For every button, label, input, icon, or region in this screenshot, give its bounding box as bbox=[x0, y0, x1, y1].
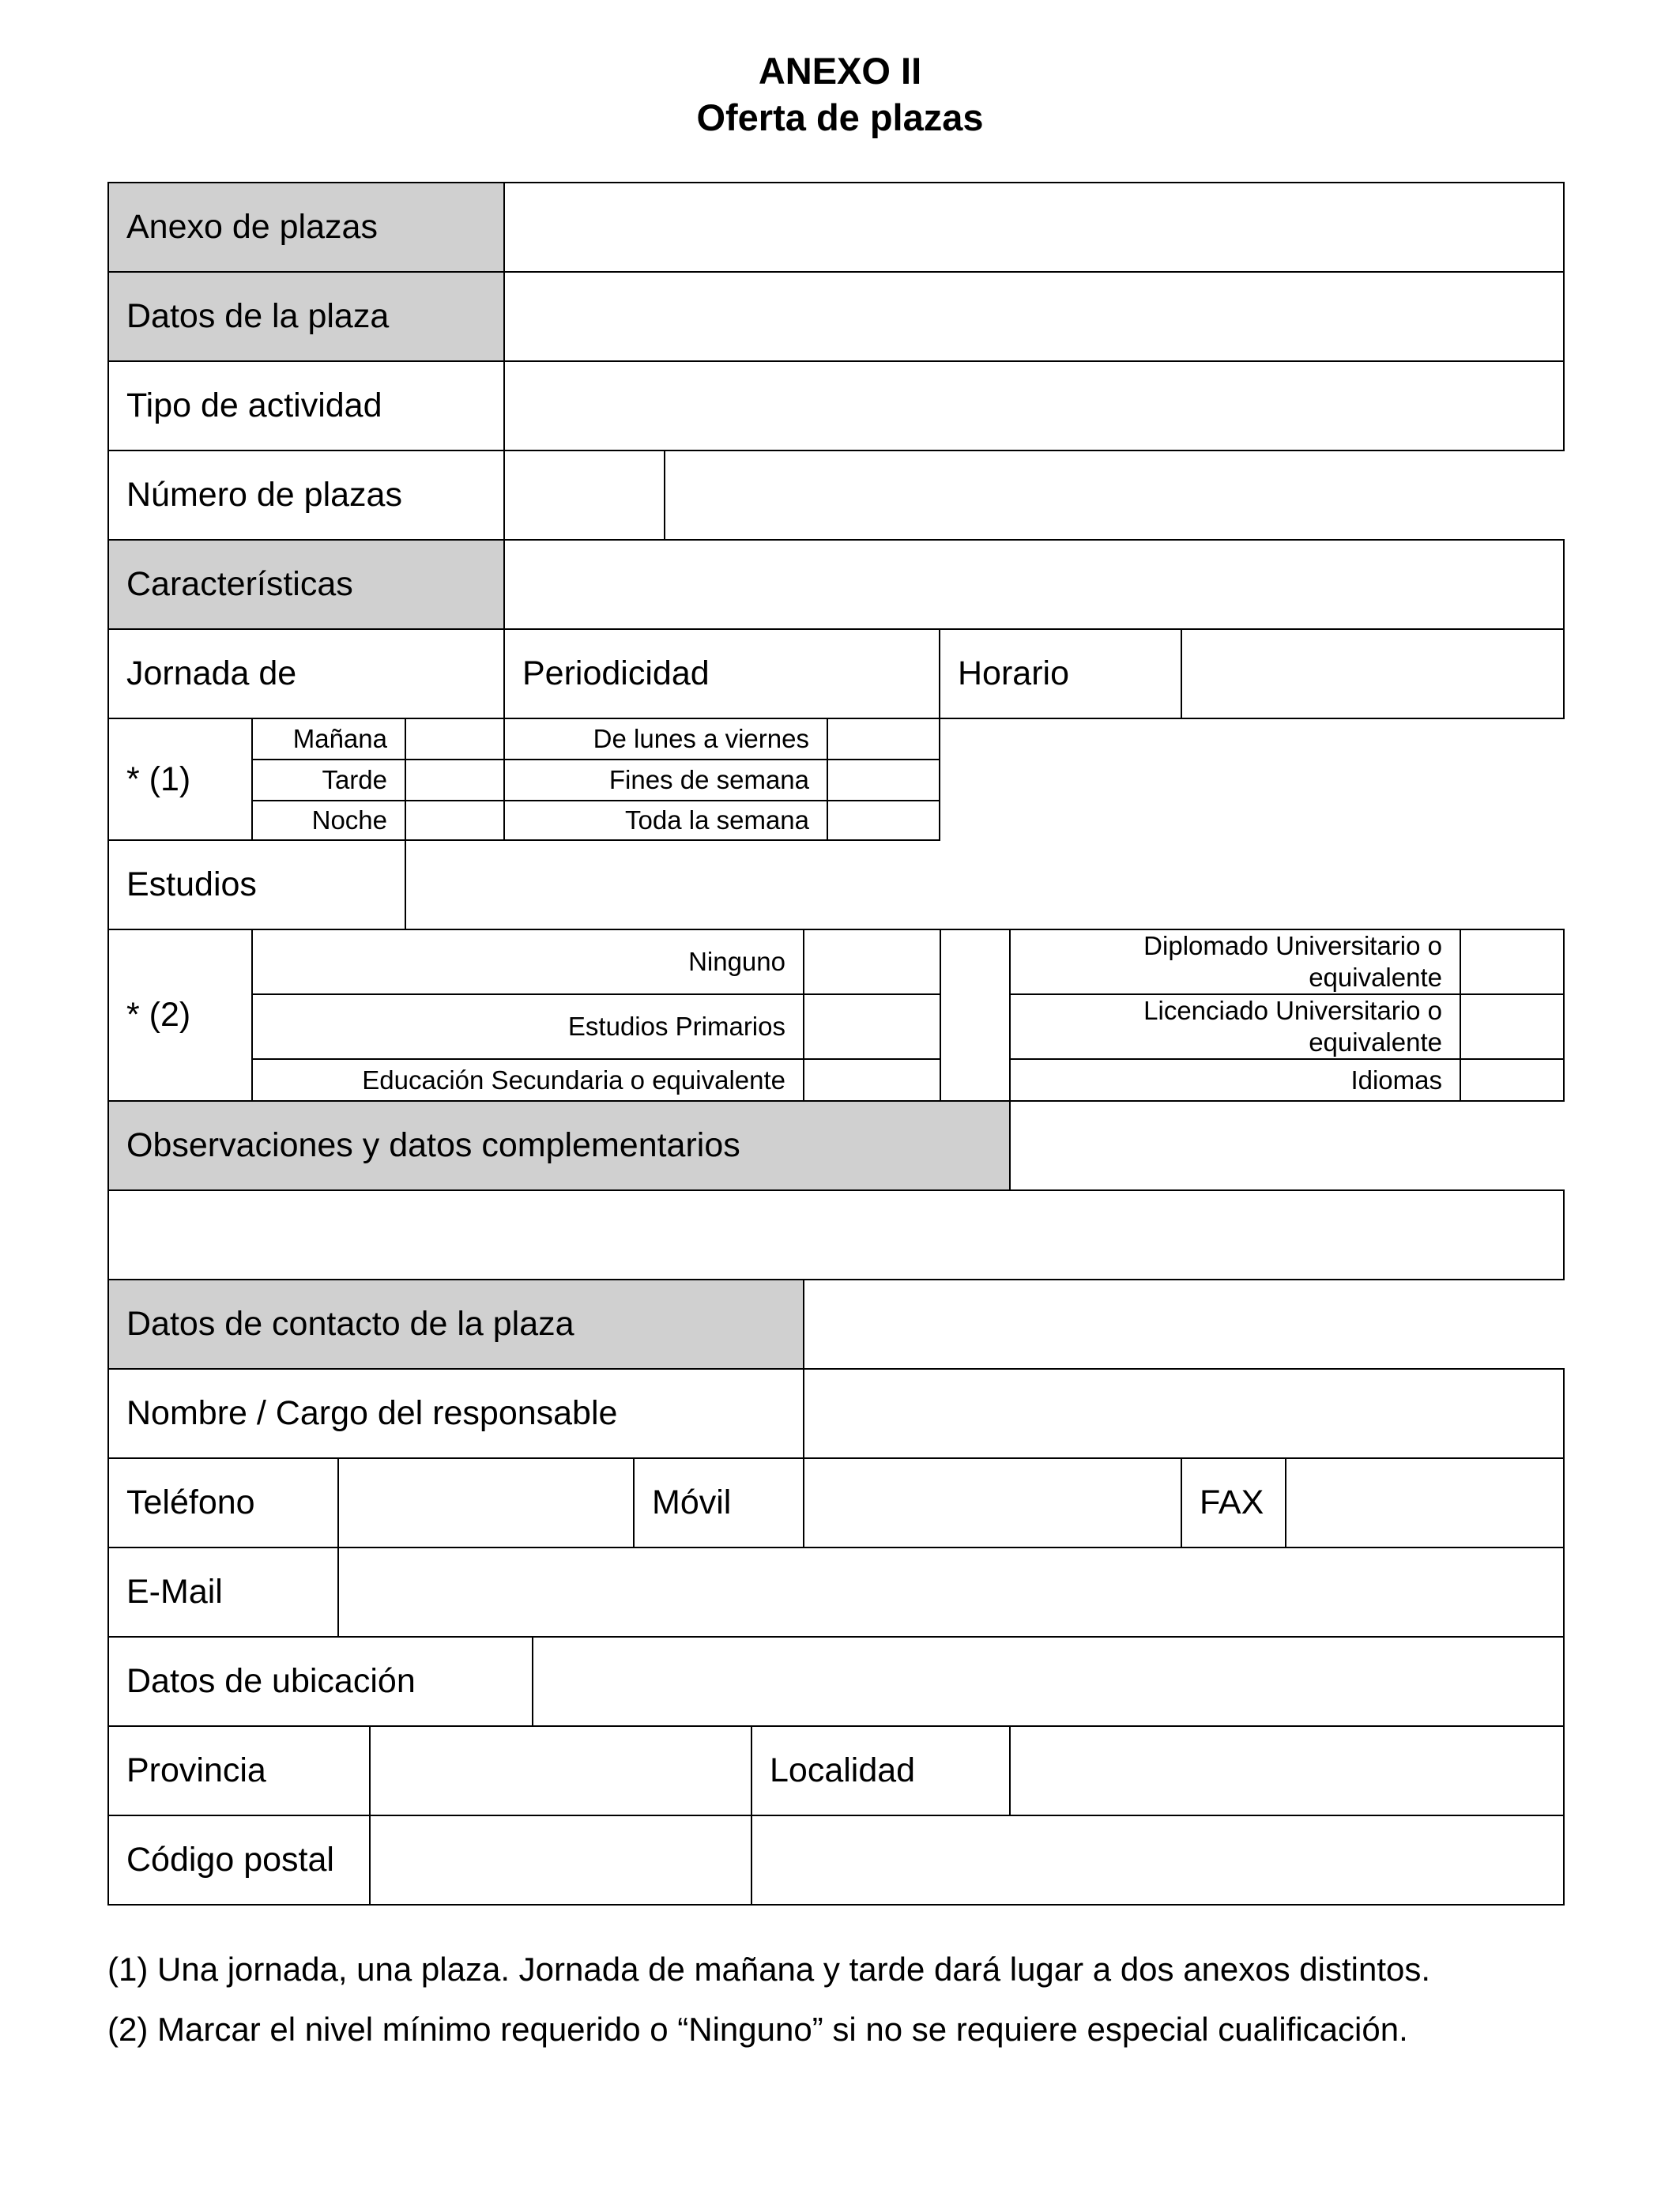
label-caracteristicas: Características bbox=[107, 539, 505, 630]
label-ubicacion: Datos de ubicación bbox=[107, 1636, 533, 1727]
option-primarios-label: Estudios Primarios bbox=[251, 993, 804, 1060]
title-oferta: Oferta de plazas bbox=[696, 96, 984, 138]
checkbox-noche[interactable] bbox=[405, 800, 505, 841]
input-datos-plaza[interactable] bbox=[503, 271, 1565, 362]
mark-note-2: * (2) bbox=[107, 929, 253, 1102]
label-horario: Horario bbox=[939, 628, 1182, 719]
input-email[interactable] bbox=[337, 1547, 1565, 1638]
label-localidad: Localidad bbox=[751, 1725, 1011, 1816]
checkbox-primarios[interactable] bbox=[803, 993, 941, 1060]
input-numero-plazas[interactable] bbox=[503, 450, 665, 541]
input-tipo-actividad[interactable] bbox=[503, 360, 1565, 451]
label-jornada: Jornada de bbox=[107, 628, 505, 719]
label-observaciones: Observaciones y datos complementarios bbox=[107, 1100, 1011, 1191]
checkbox-diplomado[interactable] bbox=[1460, 929, 1565, 995]
label-provincia: Provincia bbox=[107, 1725, 371, 1816]
input-observaciones[interactable] bbox=[107, 1189, 1565, 1280]
label-anexo-plazas: Anexo de plazas bbox=[107, 182, 505, 273]
input-localidad[interactable] bbox=[1009, 1725, 1565, 1816]
input-codigo-postal[interactable] bbox=[369, 1815, 752, 1906]
label-contacto: Datos de contacto de la plaza bbox=[107, 1279, 804, 1370]
label-tipo-actividad: Tipo de actividad bbox=[107, 360, 505, 451]
label-email: E-Mail bbox=[107, 1547, 339, 1638]
checkbox-tarde[interactable] bbox=[405, 759, 505, 801]
input-provincia[interactable] bbox=[369, 1725, 752, 1816]
checkbox-lunes-viernes[interactable] bbox=[827, 718, 940, 760]
option-diplomado-label: Diplomado Universitario o equivalente bbox=[1009, 929, 1461, 995]
option-manana-label: Mañana bbox=[251, 718, 406, 760]
checkbox-manana[interactable] bbox=[405, 718, 505, 760]
label-codigo-postal: Código postal bbox=[107, 1815, 371, 1906]
checkbox-ninguno[interactable] bbox=[803, 929, 941, 995]
option-idiomas-label: Idiomas bbox=[1009, 1058, 1461, 1102]
footnote-2: (2) Marcar el nivel mínimo requerido o “Ninguno” si no se requiere especial cualificación. bbox=[107, 2011, 1408, 2048]
caracteristicas-value bbox=[503, 539, 1565, 630]
label-periodicidad: Periodicidad bbox=[503, 628, 940, 719]
input-anexo-plazas[interactable] bbox=[503, 182, 1565, 273]
label-numero-plazas: Número de plazas bbox=[107, 450, 505, 541]
option-fines-semana-label: Fines de semana bbox=[503, 759, 828, 801]
input-fax[interactable] bbox=[1285, 1457, 1565, 1548]
checkbox-licenciado[interactable] bbox=[1460, 993, 1565, 1060]
label-datos-plaza: Datos de la plaza bbox=[107, 271, 505, 362]
checkbox-fines-semana[interactable] bbox=[827, 759, 940, 801]
option-toda-semana-label: Toda la semana bbox=[503, 800, 828, 841]
input-movil[interactable] bbox=[803, 1457, 1182, 1548]
input-responsable[interactable] bbox=[803, 1368, 1565, 1459]
checkbox-secundaria[interactable] bbox=[803, 1058, 941, 1102]
label-movil: Móvil bbox=[633, 1457, 804, 1548]
label-responsable: Nombre / Cargo del responsable bbox=[107, 1368, 804, 1459]
input-ubicacion[interactable] bbox=[532, 1636, 1565, 1727]
label-telefono: Teléfono bbox=[107, 1457, 339, 1548]
option-tarde-label: Tarde bbox=[251, 759, 406, 801]
option-noche-label: Noche bbox=[251, 800, 406, 841]
label-fax: FAX bbox=[1181, 1457, 1286, 1548]
label-estudios: Estudios bbox=[107, 839, 406, 930]
title-annex: ANEXO II bbox=[758, 50, 922, 92]
input-telefono[interactable] bbox=[337, 1457, 635, 1548]
checkbox-idiomas[interactable] bbox=[1460, 1058, 1565, 1102]
footnote-1: (1) Una jornada, una plaza. Jornada de mañana y tarde dará lugar a dos anexos distintos. bbox=[107, 1951, 1431, 1988]
codigo-postal-extra bbox=[751, 1815, 1565, 1906]
estudios-spacer bbox=[940, 929, 1011, 1102]
option-ninguno-label: Ninguno bbox=[251, 929, 804, 995]
input-horario[interactable] bbox=[1181, 628, 1565, 719]
mark-note-1: * (1) bbox=[107, 718, 253, 841]
option-licenciado-label: Licenciado Universitario o equivalente bbox=[1009, 993, 1461, 1060]
option-lunes-viernes-label: De lunes a viernes bbox=[503, 718, 828, 760]
option-secundaria-label: Educación Secundaria o equivalente bbox=[251, 1058, 804, 1102]
checkbox-toda-semana[interactable] bbox=[827, 800, 940, 841]
